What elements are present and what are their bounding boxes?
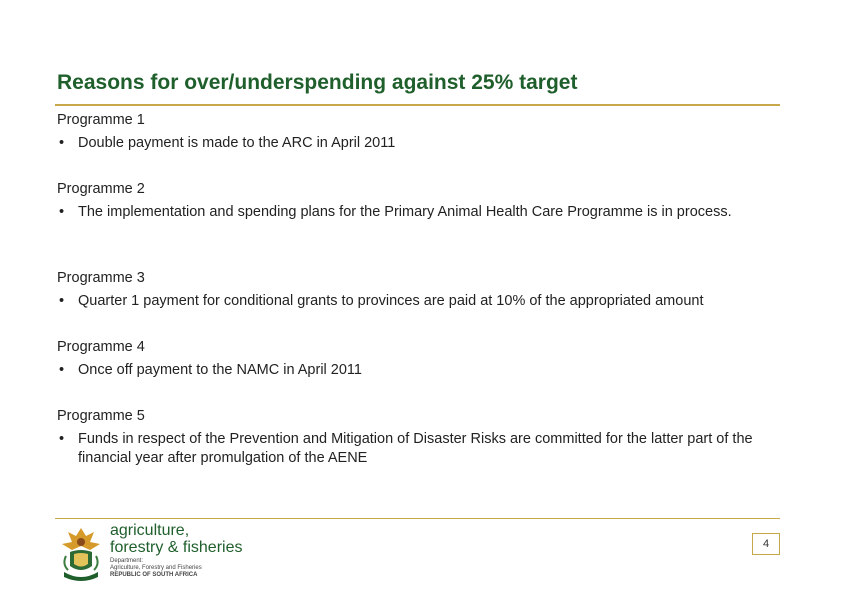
title-divider [55, 104, 780, 106]
programme-5 [57, 407, 782, 468]
bullet-text: Funds in respect of the Prevention and Mitigation of Disaster Risks are committed for the latter part of the financial year after promulgation of the AENE [78, 431, 753, 466]
dept-line-2: Agriculture, Forestry and Fisheries [110, 565, 202, 571]
programme-title: Programme 1 [57, 112, 145, 128]
bullet-item [57, 361, 782, 380]
dept-line-1: Department: [110, 558, 144, 564]
bullet-item [57, 292, 782, 311]
bullet-text: The implementation and spending plans for the Primary Animal Health Care Programme is in process. [78, 204, 732, 220]
bullet-text: Double payment is made to the ARC in April 2011 [78, 135, 396, 151]
footer-divider [55, 518, 780, 519]
bullet-icon: • [59, 431, 65, 447]
logo-line-1: agriculture, [110, 522, 190, 539]
logo-line-2: forestry & fisheries [110, 539, 243, 556]
dept-line-3: REPUBLIC OF SOUTH AFRICA [110, 572, 198, 578]
slide-title: Reasons for over/underspending against 25% target [57, 71, 578, 94]
bullet-text: Once off payment to the NAMC in April 2011 [78, 362, 362, 378]
programme-title: Programme 4 [57, 339, 145, 355]
bullet-icon: • [59, 204, 65, 220]
department-logo [56, 522, 256, 586]
bullet-item [57, 134, 782, 153]
bullet-item [57, 430, 782, 468]
bullet-icon: • [59, 135, 65, 151]
programme-3 [57, 269, 782, 311]
programme-4 [57, 338, 782, 380]
page-number: 4 [752, 533, 780, 555]
programme-title: Programme 3 [57, 270, 145, 286]
department-caption [110, 558, 202, 579]
programme-1 [57, 111, 782, 153]
programme-title: Programme 5 [57, 408, 145, 424]
programme-title: Programme 2 [57, 181, 145, 197]
bullet-icon: • [59, 293, 65, 309]
bullet-text: Quarter 1 payment for conditional grants to provinces are paid at 10% of the appropriated amount [78, 293, 704, 309]
bullet-item [57, 203, 782, 222]
logo-wordmark [110, 522, 242, 556]
bullet-icon: • [59, 362, 65, 378]
programme-2 [57, 180, 782, 222]
coat-of-arms-icon [56, 522, 106, 586]
